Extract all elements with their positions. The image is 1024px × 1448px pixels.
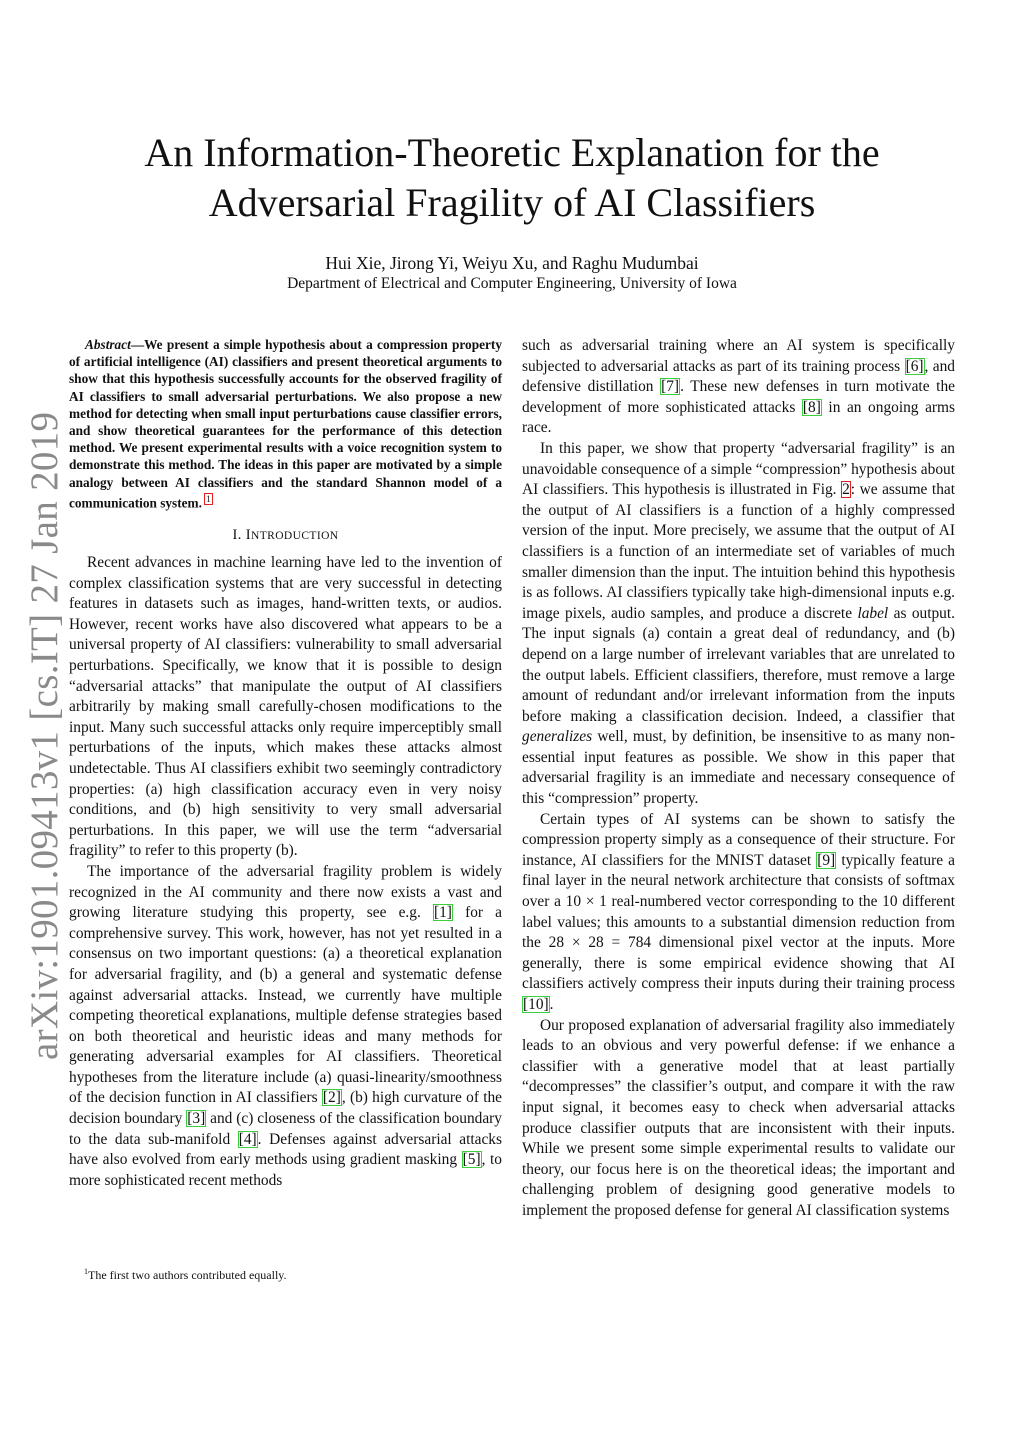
- section-numeral: I. I: [232, 527, 252, 544]
- citation-link-5[interactable]: [5]: [462, 1151, 481, 1169]
- text-run: in an ongoing arms race.: [522, 398, 955, 437]
- footnote-mark: 1: [84, 1267, 88, 1276]
- footnote-text: The first two authors contributed equally.: [88, 1268, 287, 1282]
- title-line-1: An Information-Theoretic Explanation for the: [144, 130, 880, 175]
- text-run: In this paper, we show that property “adversarial fragility” is an unavoidable consequence of a simple “compression” hypothesis about AI classifiers. This hypothesis is illustrated in Fig.: [522, 439, 955, 499]
- left-column: [69, 336, 502, 1191]
- text-run: , (b) high curvature of the decision boundary: [69, 1089, 502, 1128]
- right-paragraph-4: Our proposed explanation of adversarial fragility also immediately leads to an obvious and very powerful defense: if we enhance a classifier with a generative model that at least partially “decompresses” the classifier’s output, and compare it with the raw input signal, it becomes easy to check when adversarial attacks produce classifier outputs that are inconsistent with their inputs. While we present some simple experimental results to validate our theory, our focus here is on the theoretical ideas; the important and challenging problem of designing good generative models to implement the proposed defense for general AI classification systems: [522, 1016, 955, 1219]
- text-run: as output. The input signals (a) contain a great deal of redundancy, and (b) depend on a large number of irrelevant variables that are unrelated to the output labels. Efficient classifiers, therefore, must remove a large amount of redundant and/or irrelevant information from the inputs before making a classification decision. Indeed, a classifier that: [522, 604, 955, 725]
- text-run: The importance of the adversarial fragility problem is widely recognized in the AI community and there now exists a vast and growing literature studying this property, see e.g.: [69, 862, 502, 922]
- text-run: . Defenses against adversarial attacks have also evolved from early methods using gradient masking: [69, 1130, 502, 1169]
- emphasis-label: label: [857, 604, 889, 622]
- abstract-text: —We present a simple hypothesis about a compression property of artificial intelligence (AI) classifiers and present theoretical arguments to show that this hypothesis successfully accounts for the observed fragility of AI classifiers to small adversarial perturbations. We also propose a new method for detecting when small input perturbations cause classifier errors, and show theoretical guarantees for the performance of this detection method. We present experimental results with a voice recognition system to demonstrate this method. The ideas in this paper are motivated by a simple analogy between AI classifiers and the standard Shannon model of a communication system.: [69, 337, 502, 511]
- citation-link-3[interactable]: [3]: [187, 1110, 206, 1128]
- citation-link-1[interactable]: [1]: [433, 904, 452, 922]
- footnote: [84, 1264, 287, 1283]
- abstract: [69, 336, 502, 511]
- citation-link-4[interactable]: [4]: [238, 1130, 257, 1148]
- text-run: Certain types of AI systems can be shown to satisfy the compression property simply as a consequence of their structure. For instance, AI classifiers for the MNIST dataset: [522, 810, 955, 869]
- text-run: : we assume that the output of AI classifiers is a function of a highly compressed version of the input. More precisely, we assume that the output of AI classifiers is a function of an intermediate set of variables of much smaller dimension than the input. The intuition behind this hypothesis is as follows. AI classifiers typically take high-dimensional inputs e.g. image pixels, audio samples, and produce a discrete: [522, 481, 956, 622]
- affiliation: Department of Electrical and Computer Engineering, University of Iowa: [287, 275, 737, 292]
- section-name: NTRODUCTION: [251, 530, 339, 543]
- title-line-2: Adversarial Fragility of AI Classifiers: [208, 180, 816, 225]
- citation-link-7[interactable]: [7]: [661, 378, 680, 396]
- text-run: . These new defenses in turn motivate the development of more sophisticated attacks: [522, 378, 955, 416]
- figure-reference-link[interactable]: 2: [842, 481, 850, 499]
- right-paragraph-1: [522, 336, 955, 439]
- text-run: and (c) closeness of the classification boundary to the data sub-manifold: [69, 1110, 502, 1148]
- paper-title: [100, 128, 924, 228]
- intro-paragraph-2: [69, 862, 502, 1192]
- author-list: Hui Xie, Jirong Yi, Weiyu Xu, and Raghu Mudumbai: [325, 253, 699, 273]
- footnote-reference-link[interactable]: 1: [206, 493, 211, 504]
- right-paragraph-2: [522, 439, 955, 810]
- right-paragraph-3: [522, 810, 955, 1016]
- intro-paragraph-1: Recent advances in machine learning have led to the invention of complex classification systems that are very successful in detecting features in datasets such as images, hand-written texts, or audios. However, recent works have also discovered what appears to be a universal property of AI classifiers: vulnerability to small adversarial perturbations. Specifically, we know that it is possible to design “adversarial attacks” that manipulate the output of AI classifiers arbitrarily by making small carefully-chosen modifications to the input. Many such successful attacks only require imperceptibly small perturbations of the inputs, which makes these attacks almost undetectable. Thus AI classifiers exhibit two seemingly contradictory properties: (a) high classification accuracy even in very noisy conditions, and (b) high sensitivity to very small adversarial perturbations. In this paper, we will use the term “adversarial fragility” to refer to this property (b).: [69, 554, 502, 860]
- text-run: typically feature a final layer in the neural network architecture that consists of softmax over a 10 × 1 real-numbered vector corresponding to the 10 different label values; this amounts to a substantial dimension reduction from the 28 × 28 = 784 dimensional pixel vector at the inputs. More generally, there is some empirical evidence showing that AI classifiers actively compress their inputs during their training process: [522, 851, 955, 993]
- emphasis-generalizes: generalizes: [522, 728, 593, 746]
- citation-link-8[interactable]: [8]: [802, 398, 821, 416]
- citation-link-10[interactable]: [10]: [523, 996, 549, 1013]
- citation-link-2[interactable]: [2]: [322, 1089, 341, 1107]
- citation-link-6[interactable]: [6]: [905, 357, 924, 375]
- section-heading-introduction: [69, 525, 502, 547]
- text-run: , and defensive distillation: [522, 357, 955, 396]
- citation-link-9[interactable]: [9]: [817, 851, 836, 869]
- arxiv-identifier-stamp: arXiv:1901.09413v1 [cs.IT] 27 Jan 2019: [23, 411, 66, 1060]
- abstract-label: Abstract: [85, 337, 131, 352]
- text-run: for a comprehensive survey. This work, however, has not yet resulted in a consensus on two important questions: (a) a theoretical explanation for adversarial fragility, and (b) a general and systematic defense against adversarial attacks. Instead, we currently have multiple competing theoretical explanations, multiple defense strategies based on both theoretical and heuristic ideas and many methods for generating adversarial examples for AI classifiers. Theoretical hypotheses from the literature include (a) quasi-linearity/smoothness of the decision function in AI classifiers: [69, 904, 502, 1107]
- text-run: well, must, by definition, be insensitive to as many non-essential input features as possible. We show in this paper that adversarial fragility is an immediate and necessary consequence of this “compression” property.: [522, 728, 955, 808]
- right-column: [522, 336, 955, 1222]
- text-run: .: [549, 996, 554, 1013]
- text-run: such as adversarial training where an AI system is specifically subjected to adversarial attacks as part of its training process: [522, 337, 955, 375]
- text-run: , to more sophisticated recent methods: [69, 1151, 502, 1189]
